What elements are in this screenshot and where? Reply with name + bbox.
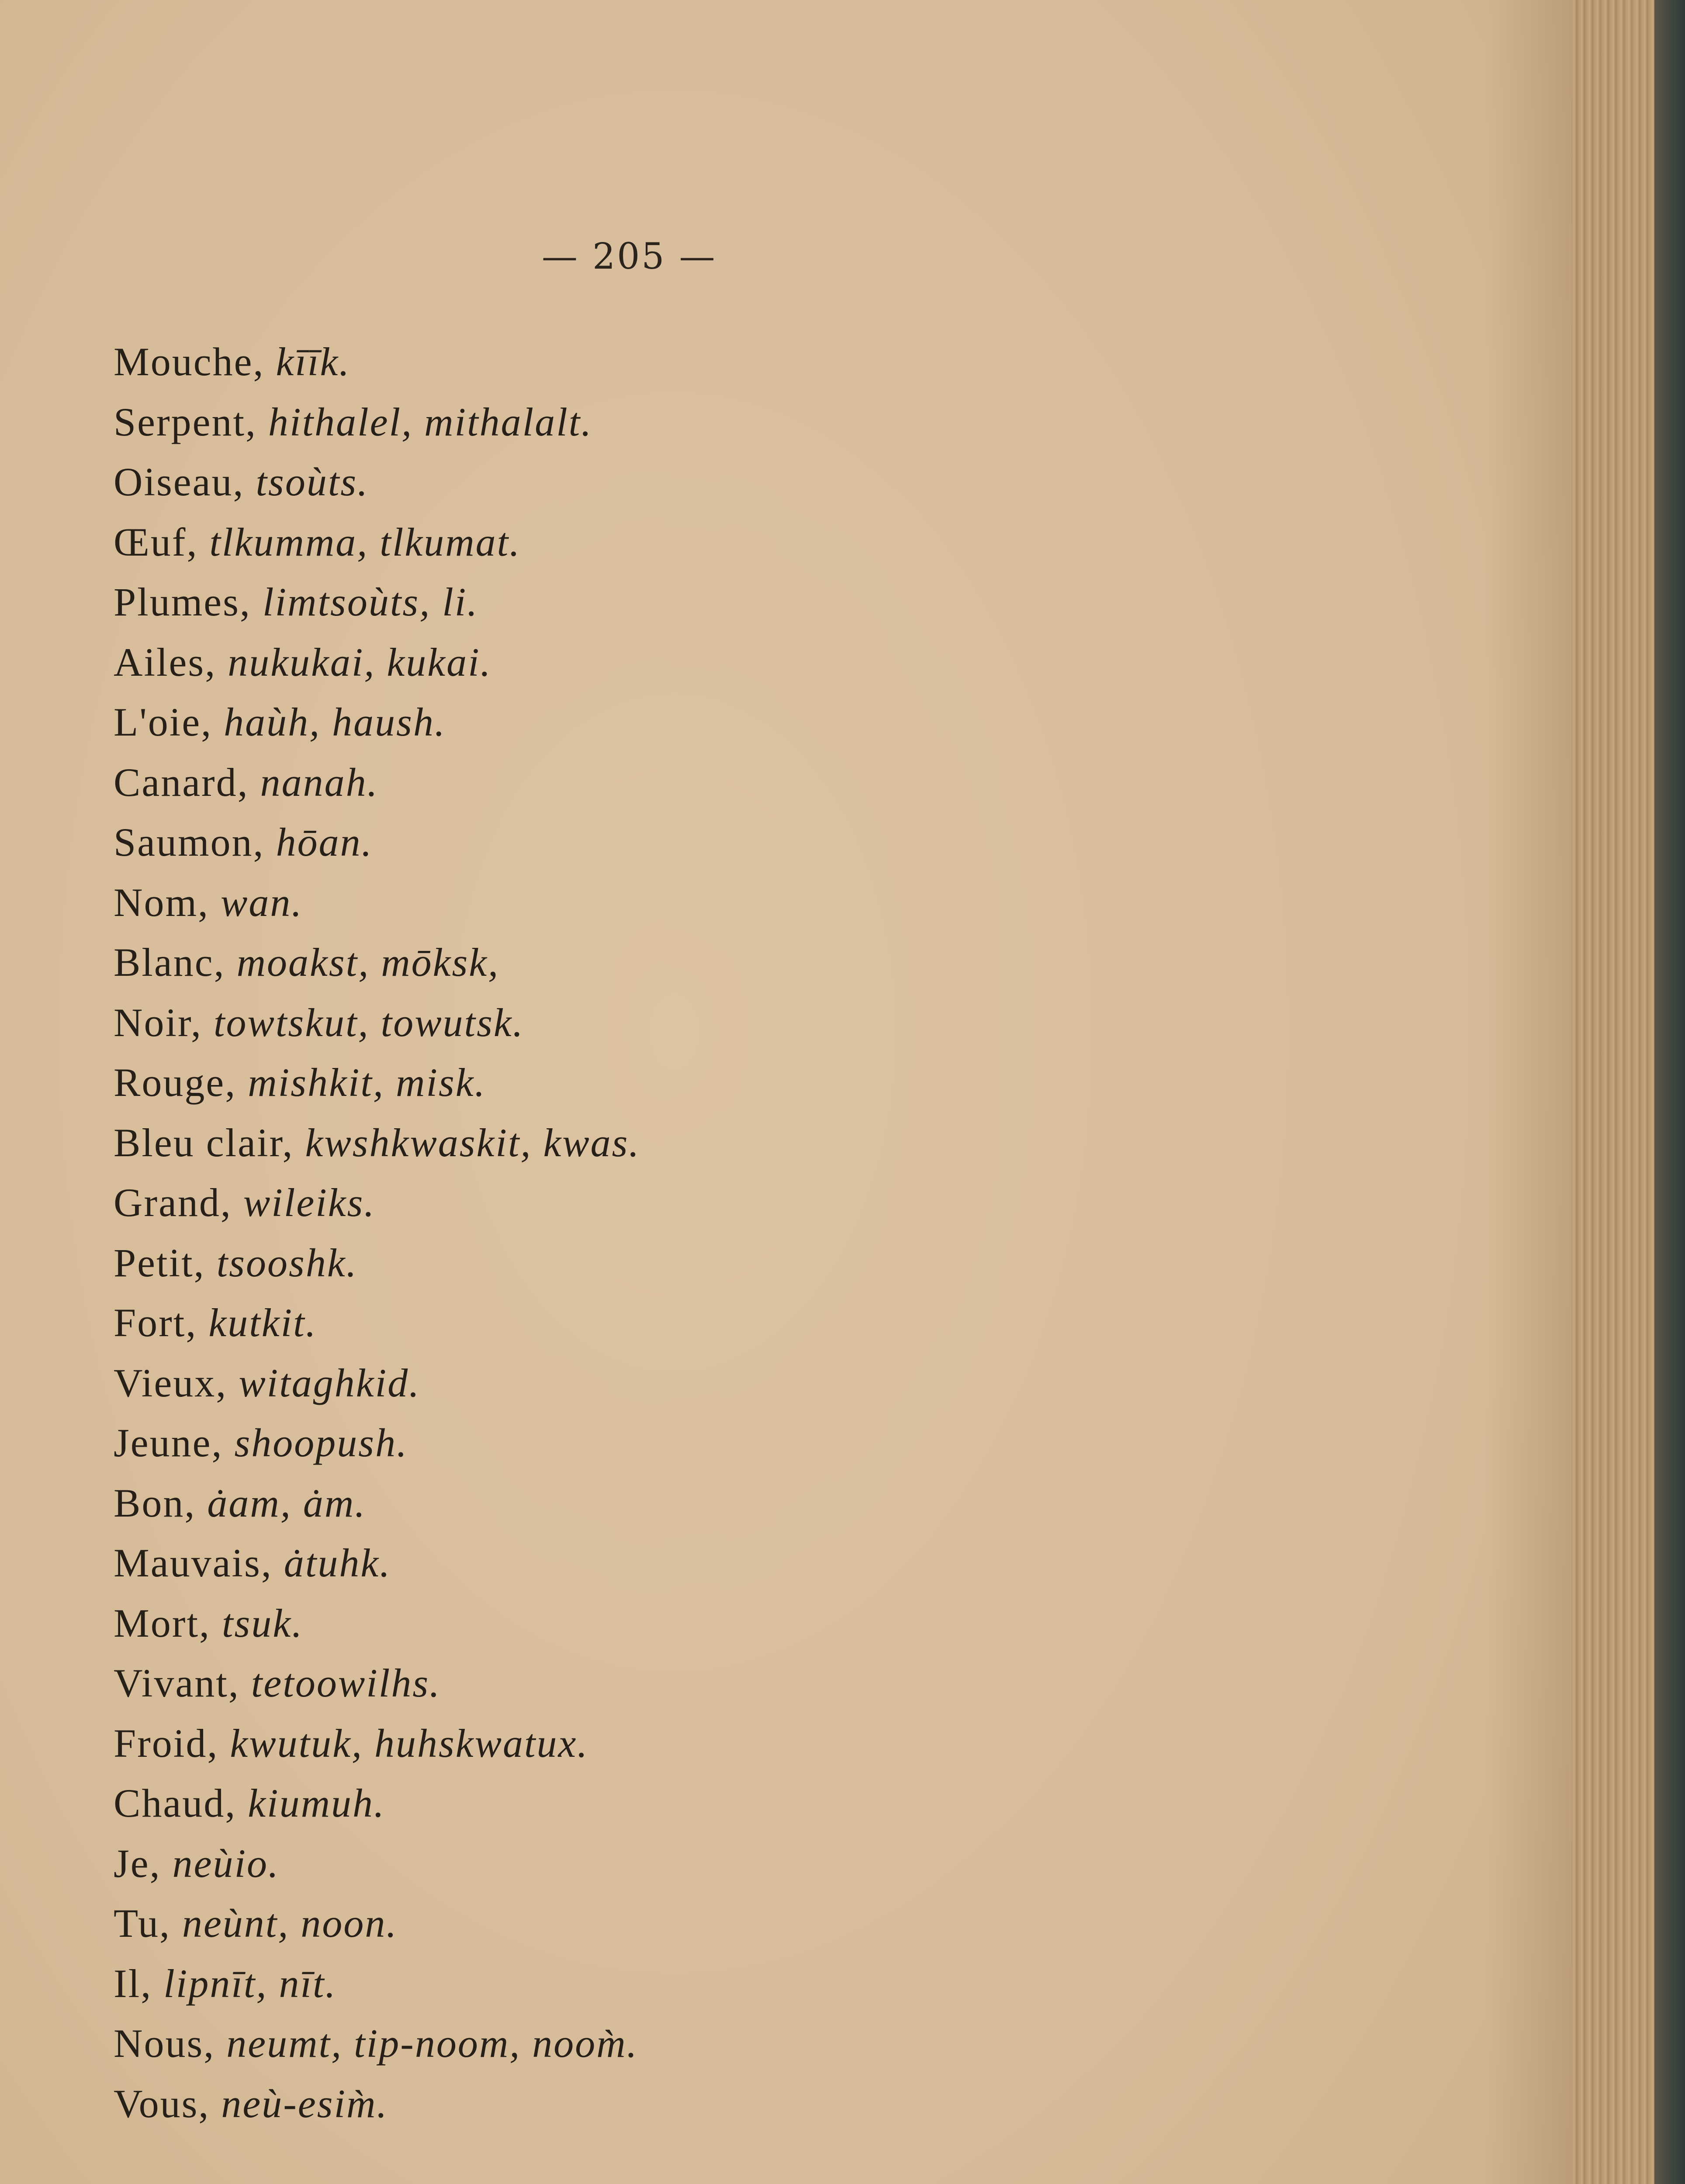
french-word: Plumes, [114,580,251,624]
native-translation: kiumuh. [248,1781,386,1825]
native-translation: lipnīt, nīt. [163,1961,337,2006]
vocabulary-entry [114,1353,640,1413]
french-word: Bleu clair, [114,1120,294,1165]
french-word: L'oie, [114,700,213,744]
vocabulary-entry [114,753,640,813]
french-word: Œuf, [114,519,198,564]
page-number: — 205 — [542,236,717,277]
french-word: Mort, [114,1600,211,1645]
vocabulary-entry [114,1293,640,1353]
french-word: Jeune, [114,1420,223,1465]
native-translation: neumt, tip-noom, noom̀. [226,2021,638,2066]
vocabulary-entry [114,332,640,392]
french-word: Vous, [114,2081,210,2126]
native-translation: wileiks. [243,1180,376,1225]
native-translation: tetoowilhs. [251,1661,441,1705]
native-translation: tsooshk. [216,1240,358,1285]
french-word: Mauvais, [114,1541,273,1585]
native-translation: neù-esim̀. [221,2081,388,2126]
french-word: Blanc, [114,940,225,985]
native-translation: neùio. [172,1841,280,1886]
french-word: Je, [114,1841,161,1886]
native-translation: neùnt, noon. [182,1901,398,1946]
french-word: Canard, [114,760,249,805]
native-translation: haùh, haush. [224,700,446,744]
french-word: Tu, [114,1901,171,1946]
vocabulary-entry [114,452,640,512]
vocabulary-entry [114,572,640,632]
vocabulary-entry [114,812,640,873]
vocabulary-entry [114,1954,640,2014]
french-word: Oiseau, [114,460,245,504]
french-word: Saumon, [114,820,265,864]
book-cover-edge [1654,0,1685,2184]
vocabulary-entry [114,1533,640,1593]
french-word: Nous, [114,2021,215,2066]
french-word: Fort, [114,1300,197,1345]
french-word: Rouge, [114,1060,237,1105]
native-translation: witaghkid. [239,1360,421,1405]
vocabulary-entry [114,1714,640,1774]
native-translation: mishkit, misk. [248,1060,486,1105]
native-translation: kwutuk, huhskwatux. [230,1721,589,1766]
native-translation: tsuk. [222,1600,304,1645]
native-translation: tlkumma, tlkumat. [209,519,521,564]
french-word: Vieux, [114,1360,228,1405]
vocabulary-entry [114,2074,640,2134]
vocabulary-entry [114,692,640,753]
native-translation: towtskut, towutsk. [213,1000,524,1045]
french-word: Vivant, [114,1661,240,1705]
vocabulary-entry [114,1113,640,1173]
native-translation: nanah. [260,760,379,805]
vocabulary-entry [114,1894,640,1954]
native-translation: kīīk. [276,339,351,384]
french-word: Noir, [114,1000,202,1045]
vocabulary-entry [114,1413,640,1473]
native-translation: hithalel, mithalalt. [268,399,593,444]
vocabulary-entry [114,632,640,693]
french-word: Nom, [114,880,209,925]
vocabulary-entry [114,512,640,573]
vocabulary-entry [114,1053,640,1113]
vocabulary-entry [114,1233,640,1293]
french-word: Serpent, [114,399,257,444]
native-translation: shoopush. [234,1420,408,1465]
vocabulary-entry [114,993,640,1053]
native-translation: nukukai, kukai. [228,639,492,684]
vocabulary-entry [114,933,640,993]
vocabulary-list [114,332,640,2134]
native-translation: ȧtuhk. [284,1541,391,1585]
french-word: Grand, [114,1180,232,1225]
native-translation: moakst, mōksk, [236,940,500,985]
french-word: Ailes, [114,639,217,684]
page-gutter-shadow [1485,0,1573,2184]
vocabulary-entry [114,873,640,933]
native-translation: kutkit. [208,1300,317,1345]
french-word: Chaud, [114,1781,237,1825]
vocabulary-entry [114,2014,640,2074]
native-translation: limtsoùts, li. [262,580,479,624]
vocabulary-entry [114,1473,640,1534]
native-translation: hōan. [276,820,373,864]
vocabulary-entry [114,1173,640,1233]
native-translation: tsoùts. [256,460,369,504]
vocabulary-entry [114,1773,640,1834]
french-word: Mouche, [114,339,265,384]
vocabulary-entry [114,1593,640,1654]
french-word: Petit, [114,1240,205,1285]
native-translation: wan. [221,880,303,925]
french-word: Bon, [114,1480,196,1525]
native-translation: ȧam, ȧm. [207,1480,367,1525]
vocabulary-entry [114,1653,640,1714]
native-translation: kwshkwaskit, kwas. [305,1120,640,1165]
vocabulary-entry [114,1834,640,1894]
french-word: Froid, [114,1721,219,1766]
vocabulary-entry [114,392,640,453]
french-word: Il, [114,1961,152,2006]
